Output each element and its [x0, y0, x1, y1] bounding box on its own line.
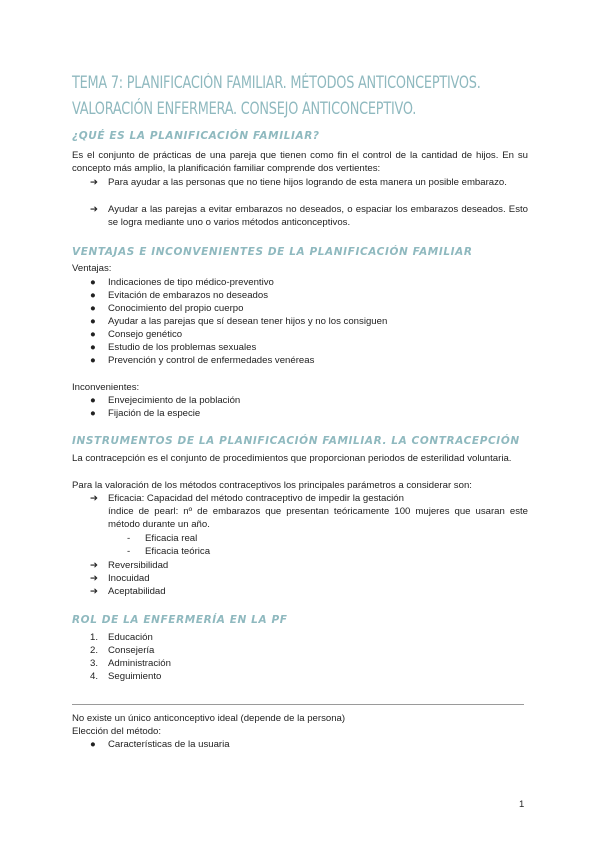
- list-item: Inocuidad: [108, 573, 150, 584]
- dash-icon: -: [127, 546, 131, 557]
- list-item: Eficacia real: [145, 533, 198, 544]
- list-item: Características de la usuaria: [108, 739, 230, 750]
- list-item: Aceptabilidad: [108, 586, 166, 597]
- section-heading-rol: ROL DE LA ENFERMERÍA EN LA PF: [72, 614, 288, 626]
- list-item: Consejo genético: [108, 329, 183, 340]
- horizontal-divider: [72, 704, 524, 705]
- bullet-icon: ●: [90, 408, 96, 419]
- list-item: Consejería: [108, 645, 155, 656]
- list-item: Indicaciones de tipo médico-preventivo: [108, 277, 274, 288]
- intro-paragraph: Es el conjunto de prácticas de una pareja que tienen como fin el control de la cantidad de hijos. En su concepto más amplio, la planificación familiar comprende dos vertientes:: [72, 150, 528, 175]
- pearl-index-text: índice de pearl: nº de embarazos que presentan teóricamente 100 mujeres que usaran este método durante un año.: [108, 506, 528, 531]
- list-item: Evitación de embarazos no deseados: [108, 290, 268, 301]
- list-number: 2.: [90, 645, 99, 656]
- bullet-icon: ●: [90, 290, 96, 301]
- section-heading-instrumentos: INSTRUMENTOS DE LA PLANIFICACIÓN FAMILIAR. LA CONTRACEPCIÓN: [72, 435, 520, 447]
- bullet-icon: ●: [90, 395, 96, 406]
- list-item: ➔ Para ayudar a las personas que no tiene hijos logrando de esta manera un posible embarazo.: [90, 177, 507, 188]
- section-heading-ventajas: VENTAJAS E INCONVENIENTES DE LA PLANIFICACIÓN FAMILIAR: [72, 246, 473, 258]
- list-item-eficacia: Eficacia: Capacidad del método contraceptivo de impedir la gestación: [108, 493, 404, 504]
- arrow-icon: ➔: [90, 573, 99, 584]
- arrow-icon: ➔: [90, 560, 99, 571]
- list-item: ➔ Ayudar a las parejas a evitar embarazos no deseados, o espaciar los embarazos deseados. Esto se logra mediante uno o varios métodos anticonceptivos.: [90, 204, 528, 229]
- list-item: Eficacia teórica: [145, 546, 211, 557]
- list-item: Reversibilidad: [108, 560, 169, 571]
- arrow-icon: ➔: [90, 586, 99, 597]
- bullet-icon: ●: [90, 329, 96, 340]
- contracepcion-paragraph: La contracepción es el conjunto de procedimientos que proporcionan periodos de esterilidad voluntaria.: [72, 453, 512, 464]
- bullet-icon: ●: [90, 316, 96, 327]
- bullet-icon: ●: [90, 355, 96, 366]
- bullet-icon: ●: [90, 342, 96, 353]
- disadvantages-label: Inconvenientes:: [72, 382, 140, 393]
- list-number: 4.: [90, 671, 99, 682]
- note-line: No existe un único anticonceptivo ideal (depende de la persona): [72, 713, 346, 724]
- list-item: Seguimiento: [108, 671, 162, 682]
- dash-icon: -: [127, 533, 131, 544]
- page-number: 1: [519, 799, 525, 810]
- parameters-intro: Para la valoración de los métodos contraceptivos los principales parámetros a considerar son:: [72, 480, 472, 491]
- section-heading-planificacion: ¿QUÉ ES LA PLANIFICACIÓN FAMILIAR?: [72, 130, 320, 142]
- list-item: Educación: [108, 632, 153, 643]
- arrow-icon: ➔: [90, 493, 99, 504]
- list-item: Envejecimiento de la población: [108, 395, 241, 406]
- list-item: Fijación de la especie: [108, 408, 201, 419]
- advantages-label: Ventajas:: [72, 263, 112, 274]
- method-choice-label: Elección del método:: [72, 726, 162, 737]
- arrow-icon: ➔: [90, 204, 99, 215]
- list-number: 3.: [90, 658, 99, 669]
- list-number: 1.: [90, 632, 99, 643]
- list-item: Administración: [108, 658, 171, 669]
- bullet-icon: ●: [90, 303, 96, 314]
- bullet-icon: ●: [90, 739, 96, 750]
- document-title: TEMA 7: PLANIFICACIÓN FAMILIAR. MÉTODOS ANTICONCEPTIVOS. VALORACIÓN ENFERMERA. CONSEJO ANTICONCEPTIVO.: [72, 73, 481, 118]
- bullet-icon: ●: [90, 277, 96, 288]
- list-item: Estudio de los problemas sexuales: [108, 342, 257, 353]
- list-item: Ayudar a las parejas que sí desean tener hijos y no los consiguen: [108, 316, 388, 327]
- arrow-icon: ➔: [90, 177, 99, 188]
- list-item: Prevención y control de enfermedades venéreas: [108, 355, 315, 366]
- list-item: Conocimiento del propio cuerpo: [108, 303, 244, 314]
